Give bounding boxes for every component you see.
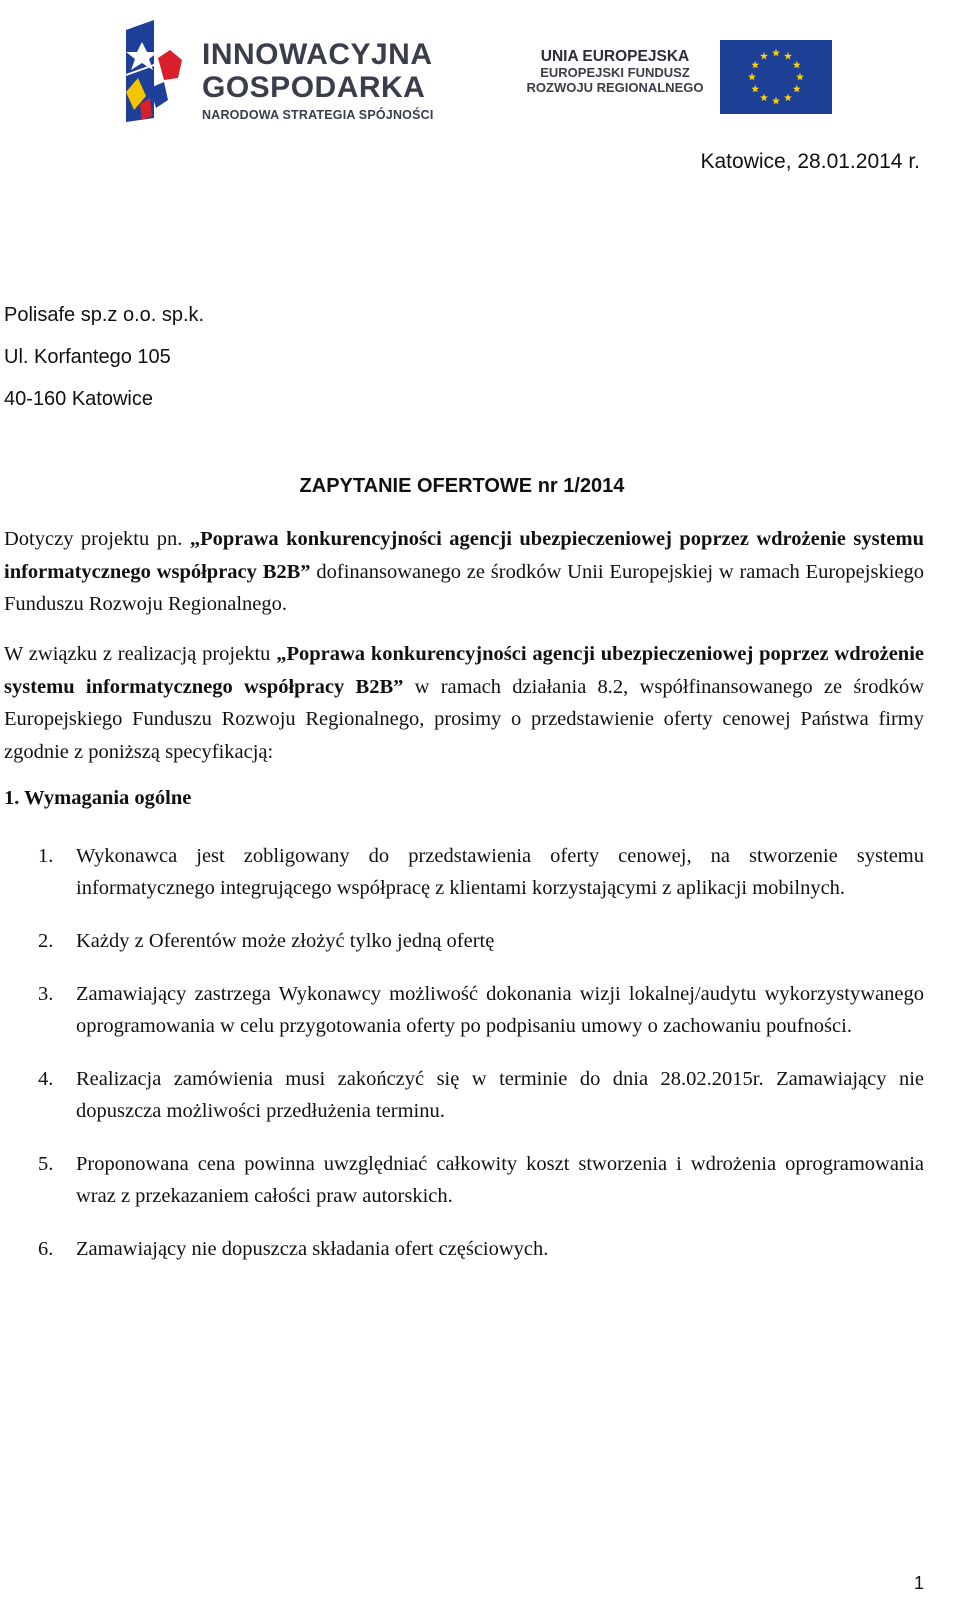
list-item (0, 1148, 924, 1212)
list-item-text: Wykonawca jest zobligowany do przedstawienia oferty cenowej, na stworzenie systemu informatycznego integrującego współpracę z klientami korzystającymi z aplikacji mobilnych. (76, 845, 924, 899)
logo-line-strategia: NARODOWA STRATEGIA SPÓJNOŚCI (202, 108, 434, 122)
innowacyjna-gospodarka-emblem-icon (120, 18, 200, 126)
list-item-text: Zamawiający zastrzega Wykonawcy możliwość dokonania wizji lokalnej/audytu wykorzystywanego oprogramowania w celu przygotowania oferty po podpisaniu umowy o zachowaniu poufności. (76, 983, 924, 1037)
paragraph1-prefix: Dotyczy projektu pn. (4, 528, 190, 550)
paragraph2-prefix: W związku z realizacją projektu (4, 643, 277, 665)
list-item-number: 2. (38, 930, 54, 952)
requirements-list (0, 840, 924, 1286)
innowacyjna-gospodarka-logo (120, 18, 440, 128)
eu-flag-icon (720, 40, 832, 114)
recipient-address (4, 294, 204, 420)
address-city: 40-160 Katowice (4, 388, 153, 410)
paragraph2-suffix: w ramach działania 8.2, współfinansowanego ze środków Europejskiego Funduszu Rozwoju Regionalnego, prosimy o przedstawienie oferty cenowej Państwa firmy zgodnie z poniższą specyfikacją: (4, 675, 924, 763)
list-item (0, 1233, 924, 1265)
paragraph1-project-name: „Poprawa konkurencyjności agencji ubezpieczeniowej poprzez wdrożenie systemu informatycznego współpracy B2B” (4, 528, 924, 583)
logo-line-innowacyjna: INNOWACYJNA (202, 38, 433, 71)
list-item (0, 1063, 924, 1127)
list-item-text: Zamawiający nie dopuszcza składania ofert częściowych. (76, 1238, 549, 1260)
list-item-number: 3. (38, 983, 54, 1005)
list-item-number: 1. (38, 845, 54, 867)
eu-logo-line1: UNIA EUROPEJSKA (540, 48, 690, 65)
list-item (0, 978, 924, 1042)
list-item (0, 925, 924, 957)
list-item (0, 840, 924, 904)
eu-logo-line3: ROZWOJU REGIONALNEGO (526, 79, 704, 95)
list-item-text: Realizacja zamówienia musi zakończyć się w terminie do dnia 28.02.2015r. Zamawiający nie dopuszcza możliwości przedłużenia terminu. (76, 1068, 924, 1122)
document-title: ZAPYTANIE OFERTOWE nr 1/2014 (299, 475, 625, 497)
address-street: Ul. Korfantego 105 (4, 346, 171, 368)
list-item-number: 4. (38, 1068, 54, 1090)
list-item-number: 5. (38, 1153, 54, 1175)
section-heading-general-requirements: 1. Wymagania ogólne (4, 787, 192, 809)
page-number: 1 (913, 1573, 924, 1593)
list-item-number: 6. (38, 1238, 54, 1260)
list-item-text: Proponowana cena powinna uwzględniać całkowity koszt stworzenia i wdrożenia oprogramowania wraz z przekazaniem całości praw autorskich. (76, 1153, 924, 1207)
logo-line-gospodarka: GOSPODARKA (202, 71, 426, 104)
document-date: Katowice, 28.01.2014 r. (700, 150, 920, 173)
eu-logo-text (520, 48, 710, 96)
paragraph-request (4, 638, 924, 768)
paragraph1-suffix: dofinansowanego ze środków Unii Europejskiej w ramach Europejskiego Funduszu Rozwoju Regionalnego. (4, 560, 924, 615)
list-item-text: Każdy z Oferentów może złożyć tylko jedną ofertę (76, 930, 495, 952)
paragraph2-project-name: „Poprawa konkurencyjności agencji ubezpieczeniowej poprzez wdrożenie systemu informatycznego współpracy B2B” (4, 643, 924, 698)
paragraph-project-info (4, 523, 924, 621)
address-company: Polisafe sp.z o.o. sp.k. (4, 304, 205, 326)
eu-logo-line2: EUROPEJSKI FUNDUSZ (540, 64, 690, 80)
